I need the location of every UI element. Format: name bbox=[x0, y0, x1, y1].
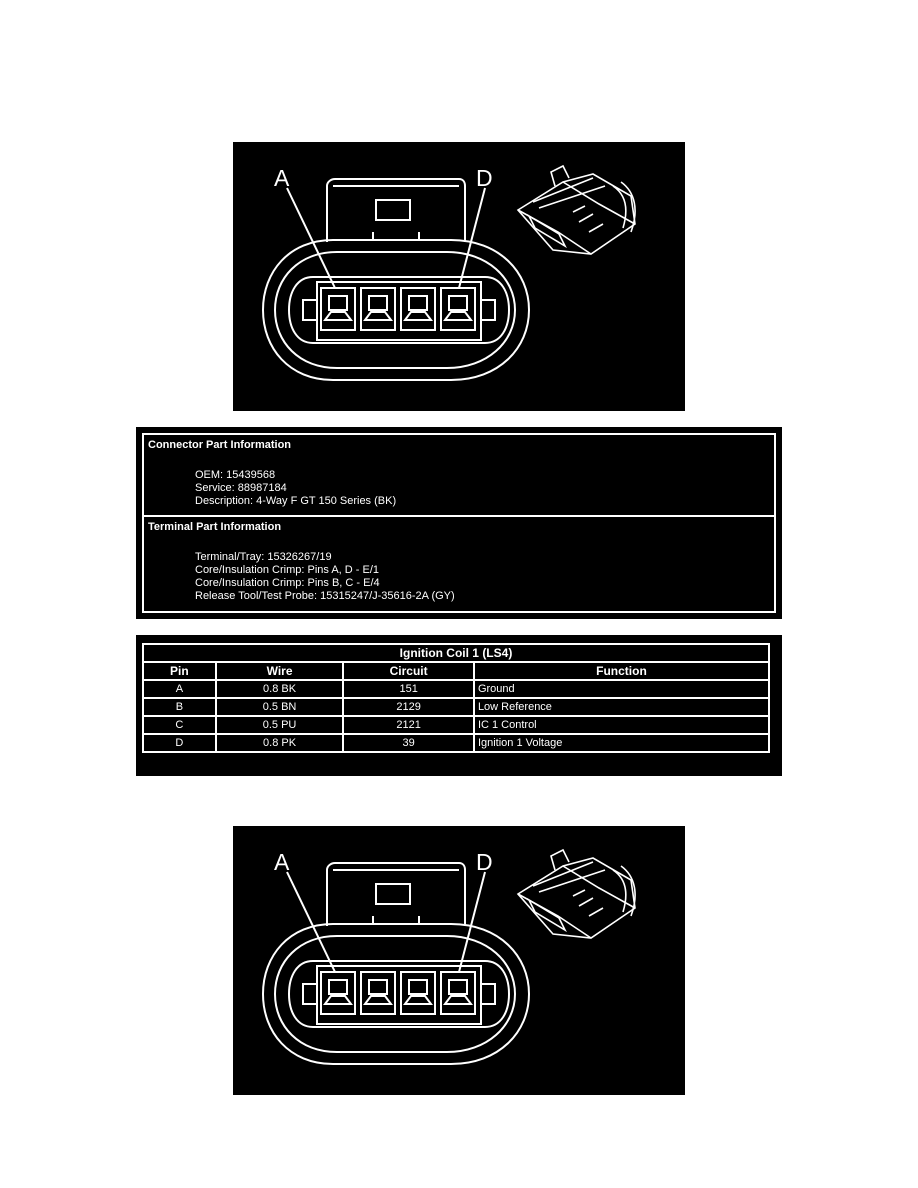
crimp-ad-line: Core/Insulation Crimp: Pins A, D - E/1 bbox=[195, 564, 380, 576]
connector-description-line: Description: 4-Way F GT 150 Series (BK) bbox=[195, 495, 397, 507]
cell-circuit: 2129 bbox=[343, 698, 474, 716]
header-circuit: Circuit bbox=[343, 662, 474, 680]
connector-service-line: Service: 88987184 bbox=[195, 482, 287, 494]
cell-pin: A bbox=[143, 680, 216, 698]
terminal-tray-line: Terminal/Tray: 15326267/19 bbox=[195, 551, 332, 563]
table-title: Ignition Coil 1 (LS4) bbox=[143, 644, 769, 662]
cell-wire: 0.5 BN bbox=[216, 698, 344, 716]
cell-wire: 0.5 PU bbox=[216, 716, 344, 734]
pinout-table bbox=[142, 643, 770, 753]
connector-diagram-top bbox=[233, 142, 685, 411]
connector-part-info-lines bbox=[148, 469, 770, 508]
cell-wire: 0.8 PK bbox=[216, 734, 344, 752]
connector-part-info-heading: Connector Part Information bbox=[148, 439, 292, 451]
cell-pin: B bbox=[143, 698, 216, 716]
cell-function: Ignition 1 Voltage bbox=[474, 734, 769, 752]
cell-circuit: 151 bbox=[343, 680, 474, 698]
cell-circuit: 2121 bbox=[343, 716, 474, 734]
cell-circuit: 39 bbox=[343, 734, 474, 752]
connector-diagram-bottom bbox=[233, 826, 685, 1095]
terminal-part-info-lines bbox=[148, 551, 770, 603]
connector-face-icon bbox=[233, 142, 685, 411]
cell-wire: 0.8 BK bbox=[216, 680, 344, 698]
connector-isometric-icon bbox=[518, 166, 635, 254]
table-row bbox=[143, 716, 769, 734]
cell-function: Ground bbox=[474, 680, 769, 698]
crimp-bc-line: Core/Insulation Crimp: Pins B, C - E/4 bbox=[195, 577, 380, 589]
header-function: Function bbox=[474, 662, 769, 680]
pin-label-d: D bbox=[476, 849, 493, 875]
cell-function: Low Reference bbox=[474, 698, 769, 716]
part-information-frame bbox=[142, 433, 776, 613]
connector-face-icon bbox=[233, 826, 685, 1095]
connector-oem-line: OEM: 15439568 bbox=[195, 469, 276, 481]
table-title-row bbox=[143, 644, 769, 662]
cell-pin: C bbox=[143, 716, 216, 734]
pin-label-d: D bbox=[476, 165, 493, 191]
release-tool-line: Release Tool/Test Probe: 15315247/J-35616-2A (GY) bbox=[195, 590, 455, 602]
part-information-panel bbox=[136, 427, 782, 619]
cell-pin: D bbox=[143, 734, 216, 752]
table-header-row bbox=[143, 662, 769, 680]
terminal-part-info-section bbox=[144, 517, 774, 603]
pin-label-a: A bbox=[274, 165, 290, 191]
header-pin: Pin bbox=[143, 662, 216, 680]
pinout-table-panel bbox=[136, 635, 782, 776]
pin-label-a: A bbox=[274, 849, 290, 875]
table-row bbox=[143, 680, 769, 698]
terminal-part-info-heading: Terminal Part Information bbox=[148, 521, 282, 533]
table-row bbox=[143, 734, 769, 752]
cell-function: IC 1 Control bbox=[474, 716, 769, 734]
connector-isometric-icon bbox=[518, 850, 635, 938]
connector-part-info-section bbox=[144, 435, 774, 517]
table-row bbox=[143, 698, 769, 716]
header-wire: Wire bbox=[216, 662, 344, 680]
